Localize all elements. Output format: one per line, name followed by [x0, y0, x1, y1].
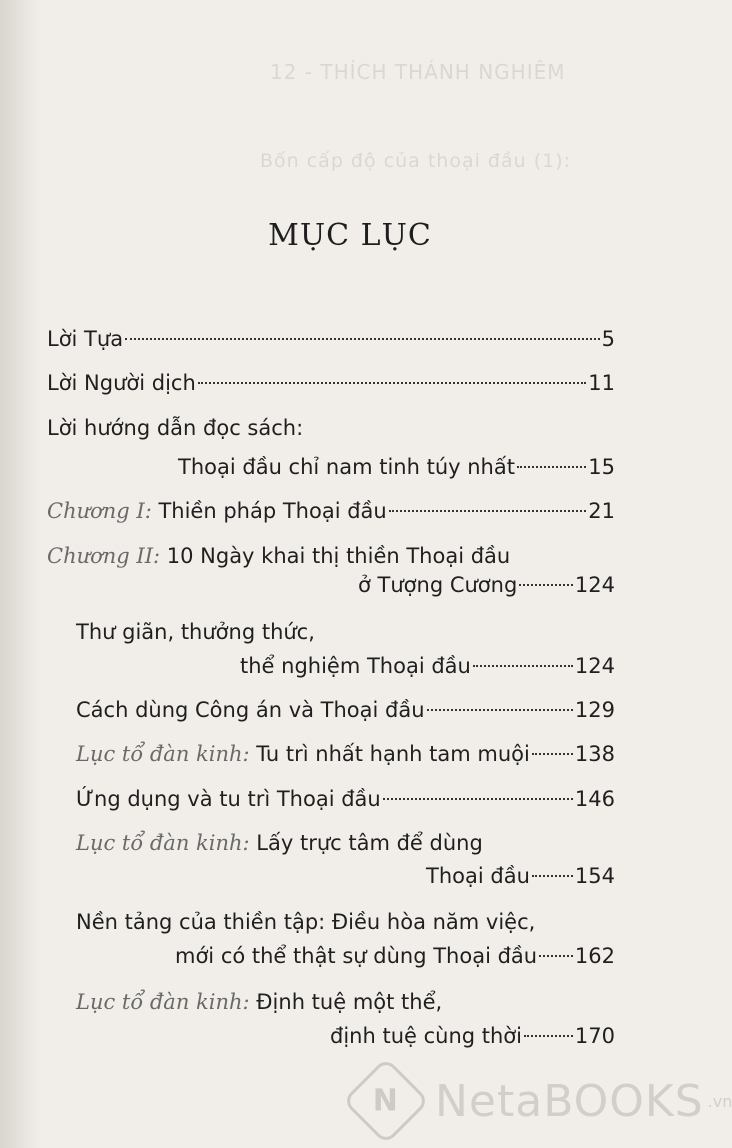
- logo-suffix: .vn: [707, 1091, 732, 1111]
- toc-entry-label: Tu trì nhất hạnh tam muội: [249, 742, 530, 766]
- toc-entry-label: Lời hướng dẫn đọc sách:: [47, 416, 304, 440]
- bleed-through-header: 12 - THÍCH THÁNH NGHIÊM: [270, 60, 566, 84]
- toc-page-number: 154: [574, 864, 615, 888]
- toc-chapter-prefix: Lục tổ đàn kinh:: [76, 742, 250, 766]
- toc-leader-dots: [125, 338, 600, 340]
- toc-leader-dots: [532, 753, 573, 755]
- toc-entry-the-nghiem: [240, 652, 615, 680]
- toc-leader-dots: [389, 510, 587, 512]
- toc-entry-label: Lấy trực tâm để dùng: [249, 831, 483, 855]
- toc-entry-nen-tang: [76, 908, 535, 936]
- toc-leader-dots: [524, 1035, 573, 1037]
- toc-page-number: 5: [601, 327, 615, 351]
- toc-page-number: 15: [588, 455, 615, 479]
- toc-page-number: 129: [574, 698, 615, 722]
- toc-entry-luc-to-1: [76, 740, 615, 768]
- toc-leader-dots: [198, 382, 586, 384]
- toc-leader-dots: [427, 709, 573, 711]
- toc-entry-luc-to-3: [76, 988, 442, 1016]
- toc-page-number: 11: [588, 371, 615, 395]
- toc-page-number: 124: [574, 573, 615, 597]
- toc-leader-dots: [519, 584, 573, 586]
- toc-entry-label: mới có thể thật sự dùng Thoại đầu: [175, 944, 538, 968]
- toc-entry-chuong-1: [47, 497, 615, 525]
- toc-page-number: 162: [574, 944, 615, 968]
- toc-chapter-prefix: Chương I:: [47, 499, 152, 523]
- toc-entry-thoai-dau-154: [426, 862, 615, 890]
- toc-entry-label: Thiền pháp Thoại đầu: [151, 499, 387, 523]
- toc-entry-label: Lời Tựa: [47, 327, 124, 351]
- logo-badge-icon: N: [342, 1057, 430, 1145]
- toc-entry-dinh-tue: [330, 1022, 615, 1050]
- toc-entry-label: định tuệ cùng thời: [330, 1024, 522, 1048]
- page-title: MỤC LỤC: [268, 218, 432, 253]
- toc-entry-label: ở Tượng Cương: [358, 573, 518, 597]
- bleed-through-text: Bốn cấp độ của thoại đầu (1):: [260, 150, 572, 172]
- toc-chapter-prefix: Chương II:: [47, 544, 161, 568]
- toc-entry-label: thể nghiệm Thoại đầu: [240, 654, 471, 678]
- toc-entry-luc-to-2: [76, 829, 483, 857]
- toc-leader-dots: [532, 875, 573, 877]
- toc-entry-label: Cách dùng Công án và Thoại đầu: [76, 698, 425, 722]
- toc-chapter-prefix: Lục tổ đàn kinh:: [76, 990, 250, 1014]
- toc-entry-loi-nguoi-dich: [47, 369, 615, 397]
- toc-page-number: 146: [574, 787, 615, 811]
- toc-entry-label: Thư giãn, thưởng thức,: [76, 620, 315, 644]
- toc-chapter-prefix: Lục tổ đàn kinh:: [76, 831, 250, 855]
- watermark-logo: [355, 1070, 732, 1132]
- toc-page-number: 138: [574, 742, 615, 766]
- toc-entry-label: Ứng dụng và tu trì Thoại đầu: [76, 787, 381, 811]
- toc-entry-loi-tua: [47, 325, 615, 353]
- logo-text: NetaBOOKS: [435, 1075, 704, 1127]
- toc-entry-loi-huong-dan: [47, 414, 303, 442]
- toc-leader-dots: [539, 955, 573, 957]
- toc-entry-chuong-2: [47, 542, 510, 570]
- toc-entry-label: Thoại đầu chỉ nam tinh túy nhất: [178, 455, 515, 479]
- toc-page-number: 170: [574, 1024, 615, 1048]
- toc-entry-label: 10 Ngày khai thị thiền Thoại đầu: [160, 544, 511, 568]
- toc-entry-moi-co-the: [175, 942, 615, 970]
- toc-entry-ung-dung: [76, 785, 615, 813]
- toc-entry-label: Thoại đầu: [426, 864, 530, 888]
- toc-entry-cach-dung-cong-an: [76, 696, 615, 724]
- toc-entry-label: Lời Người dịch: [47, 371, 196, 395]
- toc-page-number: 21: [588, 499, 615, 523]
- toc-entry-thu-gian: [76, 618, 315, 646]
- toc-leader-dots: [473, 665, 573, 667]
- toc-entry-label: Nền tảng của thiền tập: Điều hòa năm việc,: [76, 910, 536, 934]
- toc-page-number: 124: [574, 654, 615, 678]
- toc-entry-label: Định tuệ một thể,: [249, 990, 443, 1014]
- toc-entry-thoai-dau-chi-nam: [178, 453, 615, 481]
- toc-leader-dots: [517, 466, 586, 468]
- toc-leader-dots: [383, 798, 573, 800]
- toc-entry-tuong-cuong: [358, 571, 615, 599]
- page-gutter-shadow: [0, 0, 40, 1148]
